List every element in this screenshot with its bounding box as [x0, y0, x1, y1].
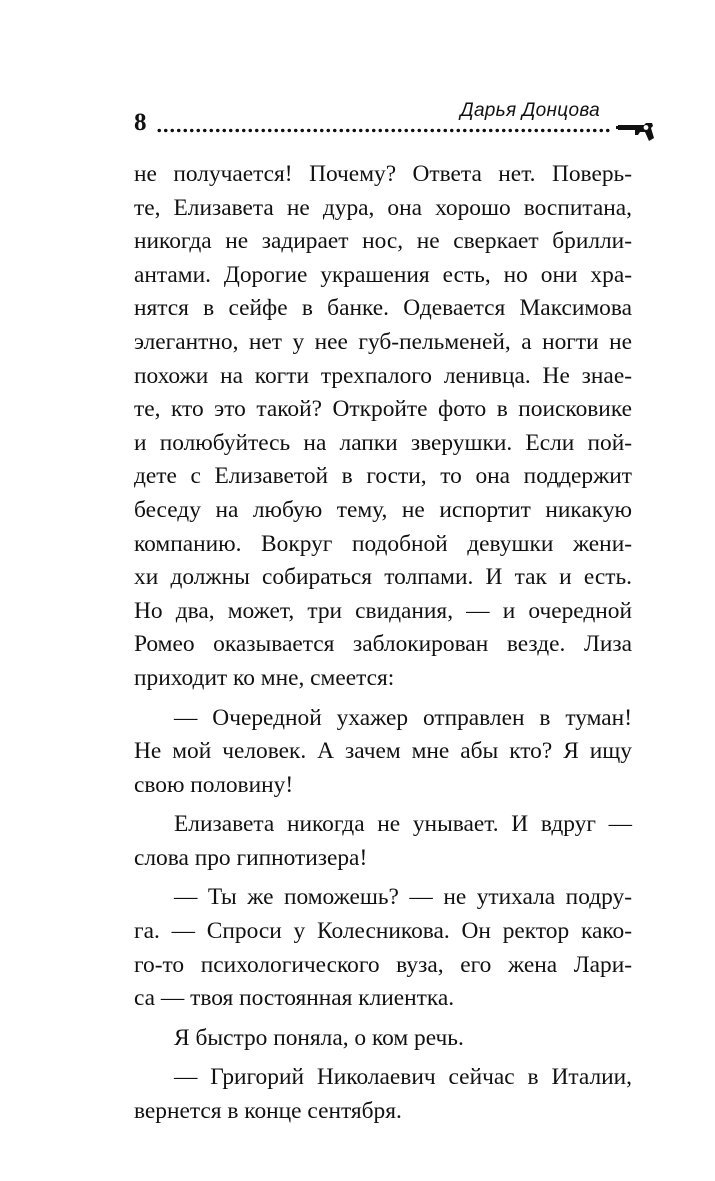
text-line: нятся в сейфе в банке. Одевается Максимова — [134, 295, 632, 322]
text-line: компанию. Вокруг подобной девушки жени- — [134, 530, 632, 557]
paragraph — [134, 1022, 632, 1056]
revolver-icon — [616, 118, 656, 144]
paragraph — [134, 808, 632, 875]
author-name: Дарья Донцова — [460, 100, 600, 121]
paragraph — [134, 702, 632, 803]
paragraph — [134, 158, 632, 696]
text-line: Елизавета никогда не унывает. И вдруг — — [174, 811, 632, 838]
text-line: те, кто это такой? Откройте фото в поисковике — [134, 396, 632, 423]
text-line: го-то психологического вуза, его жена Лари- — [134, 951, 632, 978]
text-line: вернется в конце сентября. — [134, 1098, 402, 1125]
text-line: хи должны собираться толпами. И так и есть. — [134, 564, 632, 591]
text-line: похожи на когти трехпалого ленивца. Не знае- — [134, 362, 632, 389]
paragraph — [134, 1061, 632, 1128]
text-line: Но два, может, три свидания, — и очередной — [134, 597, 632, 624]
text-line: приходит ко мне, смеется: — [134, 664, 395, 691]
header-dotted-rule — [156, 128, 612, 133]
text-line: слова про гипнотизера! — [134, 844, 368, 871]
text-line: — Григорий Николаевич сейчас в Италии, — [174, 1064, 632, 1091]
text-line: га. — Спроси у Колесникова. Он ректор како- — [134, 918, 632, 945]
text-line: те, Елизавета не дура, она хорошо воспитана, — [134, 194, 632, 221]
text-line: Ромео оказывается заблокирован везде. Лиза — [134, 631, 632, 658]
text-line: элегантно, нет у нее губ-пельменей, а ногти не — [134, 328, 632, 355]
text-line: са — твоя постоянная клиентка. — [134, 985, 455, 1012]
running-header — [134, 100, 656, 144]
text-line: беседу на любую тему, не испортит никакую — [134, 496, 632, 523]
text-line: свою половину! — [134, 771, 294, 798]
text-line: дете с Елизаветой в гости, то она поддержит — [134, 463, 632, 490]
text-line: — Очередной ухажер отправлен в туман! — [174, 704, 632, 731]
text-line: и полюбуйтесь на лапки зверушки. Если пой- — [134, 429, 632, 456]
paragraph — [134, 881, 632, 1015]
text-line: никогда не задирает нос, не сверкает брилли- — [134, 228, 632, 255]
text-line: Я быстро поняла, о ком речь. — [174, 1024, 464, 1051]
text-line: антами. Дорогие украшения есть, но они хра- — [134, 261, 632, 288]
body-text — [134, 158, 632, 1129]
text-line: Не мой человек. А зачем мне абы кто? Я ищу — [134, 738, 632, 765]
text-line: — Ты же поможешь? — не утихала подру- — [174, 884, 632, 911]
page-number: 8 — [134, 109, 147, 136]
text-line: не получается! Почему? Ответа нет. Поверь- — [134, 161, 632, 187]
